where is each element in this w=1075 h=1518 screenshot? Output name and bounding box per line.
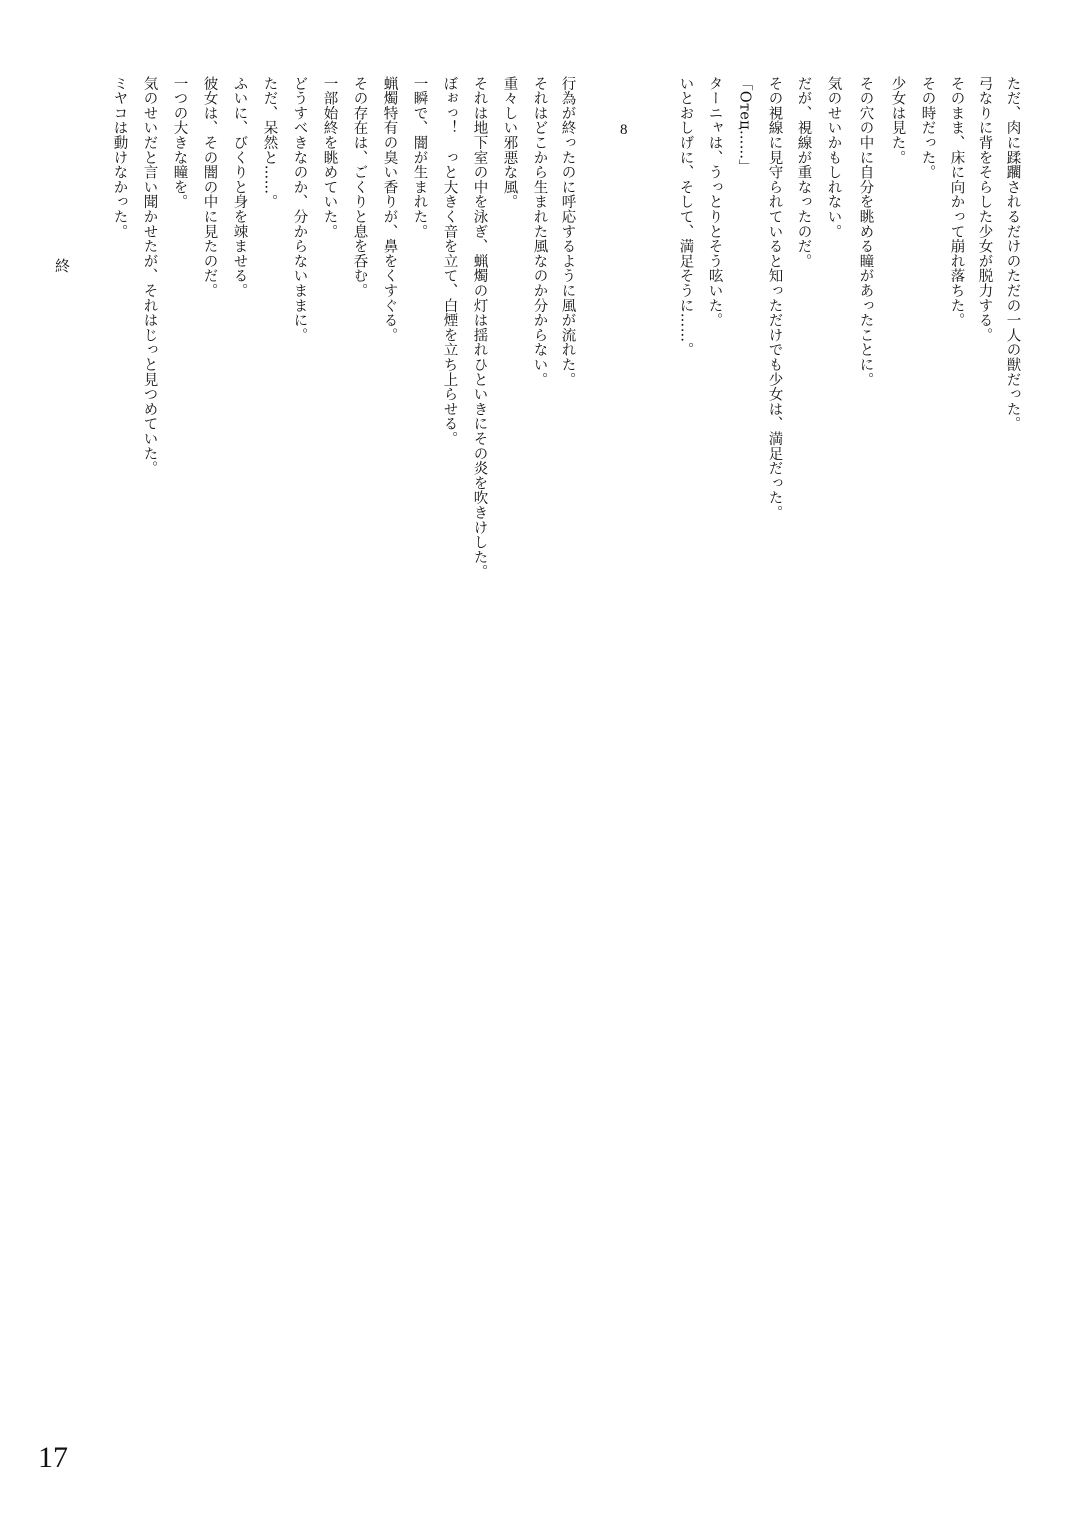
text-line: ターニャは、うっとりとそう呟いた。 [706,76,723,328]
text-line: だが、視線が重なったのだ。 [795,76,812,269]
text-line: その穴の中に自分を眺める瞳があったことに。 [857,76,874,387]
text-line: どうすべきなのか、分からないままに。 [291,76,308,343]
text-line: ただ、呆然と……。 [261,76,278,210]
page-number: 17 [38,1441,68,1474]
text-line: ふいに、びくりと身を竦ませる。 [231,76,248,298]
text-line: 彼女は、その闇の中に見たのだ。 [201,76,218,298]
text-line: 一つの大きな瞳を。 [171,76,188,210]
text-line: その視線に見守られていると知っただけでも少女は、満足だった。 [766,76,783,520]
section-number: 8 [620,122,628,138]
text-line: それは地下室の中を泳ぎ、蝋燭の灯は揺れひといきにその炎を吹きけした。 [471,76,488,580]
text-line: ただ、肉に蹂躙されるだけのただの一人の獣だった。 [1004,76,1021,432]
text-line: 弓なりに背をそらした少女が脱力する。 [976,76,993,343]
text-line: 気のせいかもしれない。 [825,76,842,239]
text-line: ぼぉっ！ っと大きく音を立て、白煙を立ち上らせる。 [441,76,458,446]
text-line: その存在は、ごくりと息を呑む。 [351,76,368,298]
text-line: いとおしげに、そして、満足そうに……。 [677,76,694,358]
text-line: 重々しい邪悪な風。 [501,76,518,210]
text-line: 一瞬で、闇が生まれた。 [411,76,428,239]
end-mark: 終 [53,258,71,273]
text-line: ミヤコは動けなかった。 [111,76,128,239]
text-line: その時だった。 [919,76,936,180]
text-line: それはどこから生まれた風なのか分からない。 [531,76,548,387]
text-line: 気のせいだと言い聞かせたが、それはじっと見つめていた。 [141,76,158,476]
text-line: そのまま、床に向かって崩れ落ちた。 [948,76,965,328]
text-line: 一部始終を眺めていた。 [321,76,338,239]
text-line: 少女は見た。 [889,76,906,165]
text-line: 「Отец……」 [736,76,753,175]
text-line: 蝋燭特有の臭い香りが、鼻をくすぐる。 [381,76,398,343]
text-line: 行為が終ったのに呼応するように風が流れた。 [559,76,576,387]
